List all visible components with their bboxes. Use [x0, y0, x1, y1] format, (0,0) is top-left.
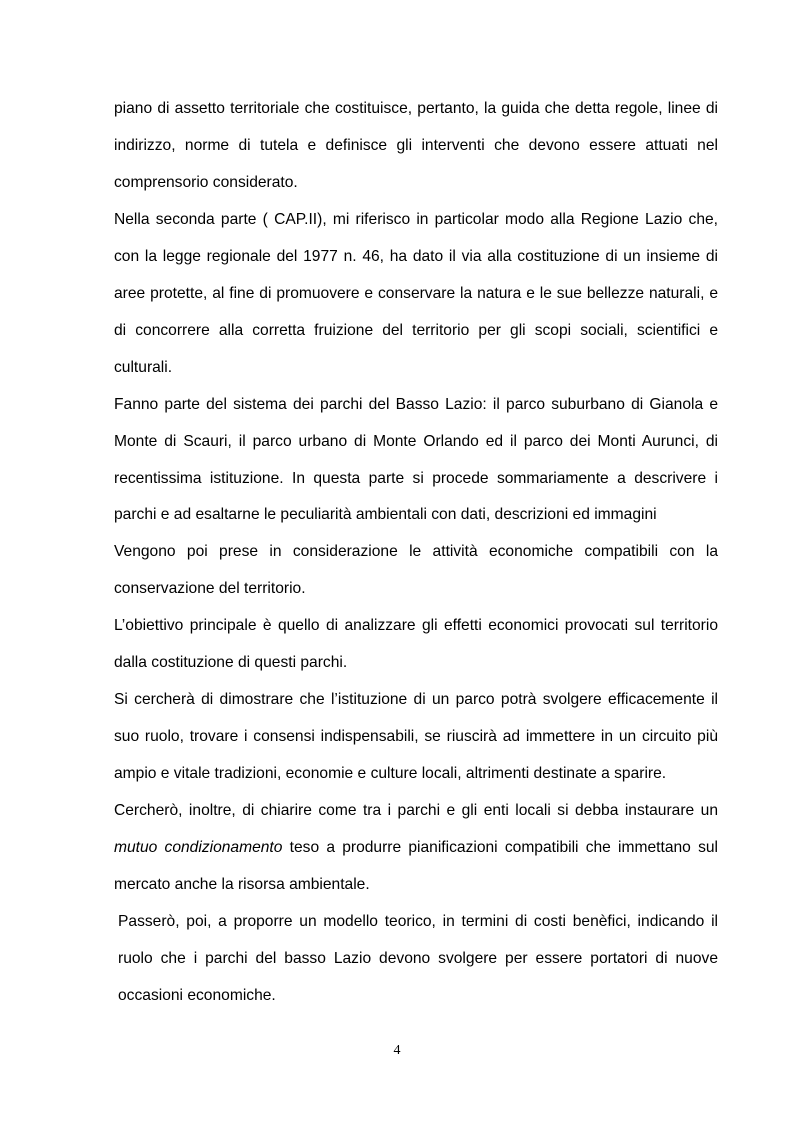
paragraph-7	[114, 793, 718, 904]
body-text	[114, 91, 718, 1015]
paragraph-3: Fanno parte del sistema dei parchi del Basso Lazio: il parco suburbano di Gianola e Monte di Scauri, il parco urbano di Monte Orlando ed il parco dei Monti Aurunci, di recentissima istituzione. In questa parte si procede sommariamente a descrivere i parchi e ad esaltarne le peculiarità ambientali con dati, descrizioni ed immagini	[114, 395, 718, 524]
paragraph-2: Nella seconda parte ( CAP.II), mi riferisco in particolar modo alla Regione Lazio che, con la legge regionale del 1977 n. 46, ha dato il via alla costituzione di un insieme di aree protette, al fine di promuovere e conservare la natura e le sue bellezze naturali, e di concorrere alla corretta fruizione del territorio per gli scopi sociali, scientifici e culturali.	[114, 210, 718, 376]
paragraph-7-text-after: teso a produrre pianificazioni compatibili che immettano sul mercato anche la risorsa ambientale.	[114, 839, 718, 894]
paragraph-8: Passerò, poi, a proporre un modello teorico, in termini di costi benèfici, indicando il ruolo che i parchi del basso Lazio devono svolgere per essere portatori di nuove occasioni economiche.	[118, 912, 718, 1004]
paragraph-7-text-before: Cercherò, inoltre, di chiarire come tra i parchi e gli enti locali si debba instaurare un	[114, 802, 718, 820]
paragraph-5: L’obiettivo principale è quello di analizzare gli effetti economici provocati sul territorio dalla costituzione di questi parchi.	[114, 617, 718, 672]
paragraph-4: Vengono poi prese in considerazione le attività economiche compatibili con la conservazione del territorio.	[114, 543, 718, 598]
paragraph-7-emphasis: mutuo condizionamento	[114, 839, 283, 857]
paragraph-1: piano di assetto territoriale che costituisce, pertanto, la guida che detta regole, linee di indirizzo, norme di tutela e definisce gli interventi che devono essere attuati nel comprensorio considerato.	[114, 100, 718, 191]
page-number: 4	[393, 1043, 401, 1058]
paragraph-6: Si cercherà di dimostrare che l’istituzione di un parco potrà svolgere efficacemente il suo ruolo, trovare i consensi indispensabili, se riuscirà ad immettere in un circuito più ampio e vitale tradizioni, economie e culture locali, altrimenti destinate a sparire.	[114, 691, 718, 783]
